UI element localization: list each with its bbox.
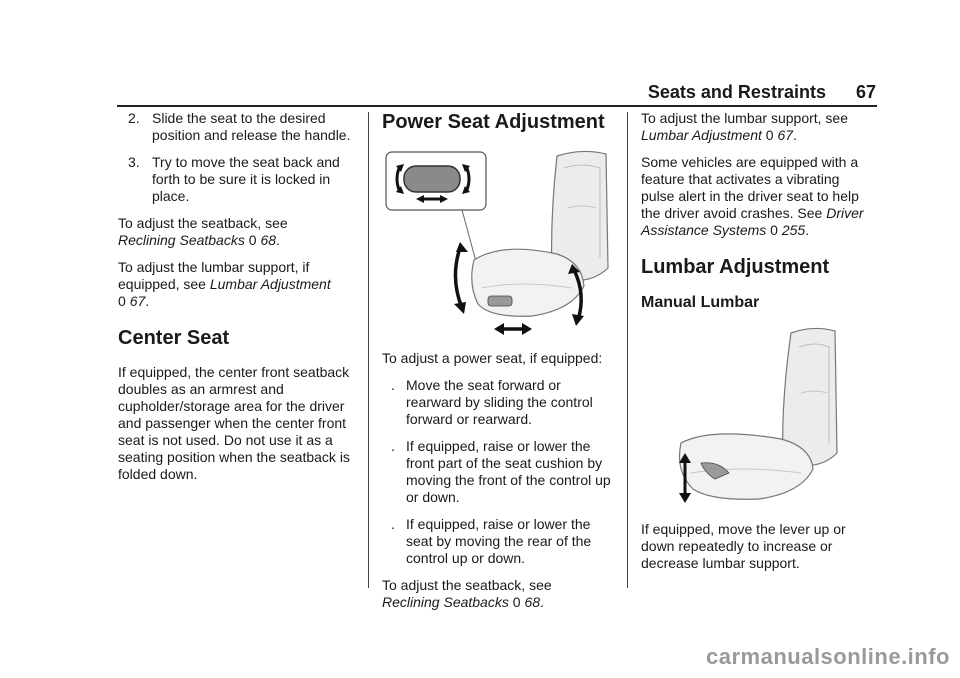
driver-assistance-link[interactable]: Driver Assistance Systems bbox=[641, 205, 864, 238]
column-divider-2 bbox=[627, 112, 628, 588]
step-number: 2. bbox=[128, 110, 140, 126]
page-ref[interactable]: 255 bbox=[781, 222, 806, 238]
column-divider-1 bbox=[368, 112, 369, 588]
manual-lumbar-body: If equipped, move the lever up or down repeatedly to increase or decrease lumbar support. bbox=[641, 521, 846, 571]
list-item: . If equipped, raise or lower the seat by moving the rear of the control up or down. bbox=[382, 516, 614, 567]
step-text: Slide the seat to the desired position and release the handle. bbox=[152, 110, 351, 143]
reclining-seatbacks-link[interactable]: Reclining Seatbacks bbox=[118, 232, 245, 248]
ref-symbol: 0 bbox=[765, 127, 774, 143]
page-ref[interactable]: 67 bbox=[777, 127, 794, 143]
reclining-seatbacks-link[interactable]: Reclining Seatbacks bbox=[382, 594, 509, 610]
list-item: . If equipped, raise or lower the front part of the seat cushion by moving the front of the control up or down. bbox=[382, 438, 614, 506]
lumbar-adjustment-heading: Lumbar Adjustment bbox=[641, 256, 830, 278]
power-seat-intro: To adjust a power seat, if equipped: bbox=[382, 350, 603, 366]
step-text: Try to move the seat back and forth to be sure it is locked in place. bbox=[152, 154, 340, 204]
section-title: Seats and Restraints bbox=[647, 82, 826, 102]
bullet: . bbox=[391, 438, 395, 454]
ref-symbol: 0 bbox=[512, 594, 521, 610]
center-seat-heading: Center Seat bbox=[118, 327, 230, 349]
header-rule bbox=[117, 105, 877, 107]
page-ref[interactable]: 67 bbox=[129, 293, 146, 309]
step-item bbox=[118, 154, 356, 205]
lumbar-reference: To adjust the lumbar support, see Lumbar Adjustment 0 67. bbox=[641, 110, 849, 143]
ref-symbol: 0 bbox=[248, 232, 257, 248]
watermark: carmanualsonline.info bbox=[706, 644, 950, 669]
page-number: 67 bbox=[855, 82, 876, 102]
column-left bbox=[118, 110, 356, 493]
lumbar-reference: To adjust the lumbar support, if equipped, see Lumbar Adjustment 0 67. bbox=[118, 259, 331, 309]
step-item bbox=[118, 110, 356, 144]
seat-cushion-shape bbox=[680, 434, 814, 499]
ref-symbol: 0 bbox=[770, 222, 778, 238]
power-seat-heading: Power Seat Adjustment bbox=[382, 111, 605, 133]
lumbar-adjustment-link[interactable]: Lumbar Adjustment bbox=[209, 276, 331, 292]
seatback-reference: To adjust the seatback, see Reclining Seatbacks 0 68. bbox=[382, 577, 552, 610]
seat-control-switch-icon bbox=[404, 166, 460, 192]
column-middle bbox=[382, 110, 614, 621]
ref-symbol: 0 bbox=[118, 293, 126, 309]
seat-cushion-shape bbox=[472, 249, 584, 316]
lumbar-adjustment-link[interactable]: Lumbar Adjustment bbox=[641, 127, 762, 143]
vibrating-alert-paragraph: Some vehicles are equipped with a feature that activates a vibrating pulse alert in the driver seat to help the driver avoid crashes. See Driver Assistance Systems 0 255. bbox=[641, 154, 864, 238]
seatback-reference: To adjust the seatback, see Reclining Seatbacks 0 68. bbox=[118, 215, 288, 248]
front-lift-arrow-icon bbox=[455, 248, 462, 308]
step-number: 3. bbox=[128, 154, 140, 170]
page-header bbox=[0, 82, 876, 104]
seat-switch-icon bbox=[488, 296, 512, 306]
column-right bbox=[641, 110, 876, 582]
page-ref[interactable]: 68 bbox=[260, 232, 277, 248]
power-seat-illustration bbox=[382, 148, 610, 338]
bullet: . bbox=[391, 377, 395, 393]
manual-lumbar-illustration bbox=[641, 323, 841, 513]
page-ref[interactable]: 68 bbox=[524, 594, 541, 610]
manual-lumbar-heading: Manual Lumbar bbox=[641, 294, 760, 311]
list-item: . Move the seat forward or rearward by sliding the control forward or rearward. bbox=[382, 377, 614, 428]
center-seat-body: If equipped, the center front seatback doubles as an armrest and cupholder/storage area for the driver and passenger when the center front seat is not used. Do not use it as a seating position when the seatback is folded down. bbox=[118, 364, 350, 482]
bullet: . bbox=[391, 516, 395, 532]
